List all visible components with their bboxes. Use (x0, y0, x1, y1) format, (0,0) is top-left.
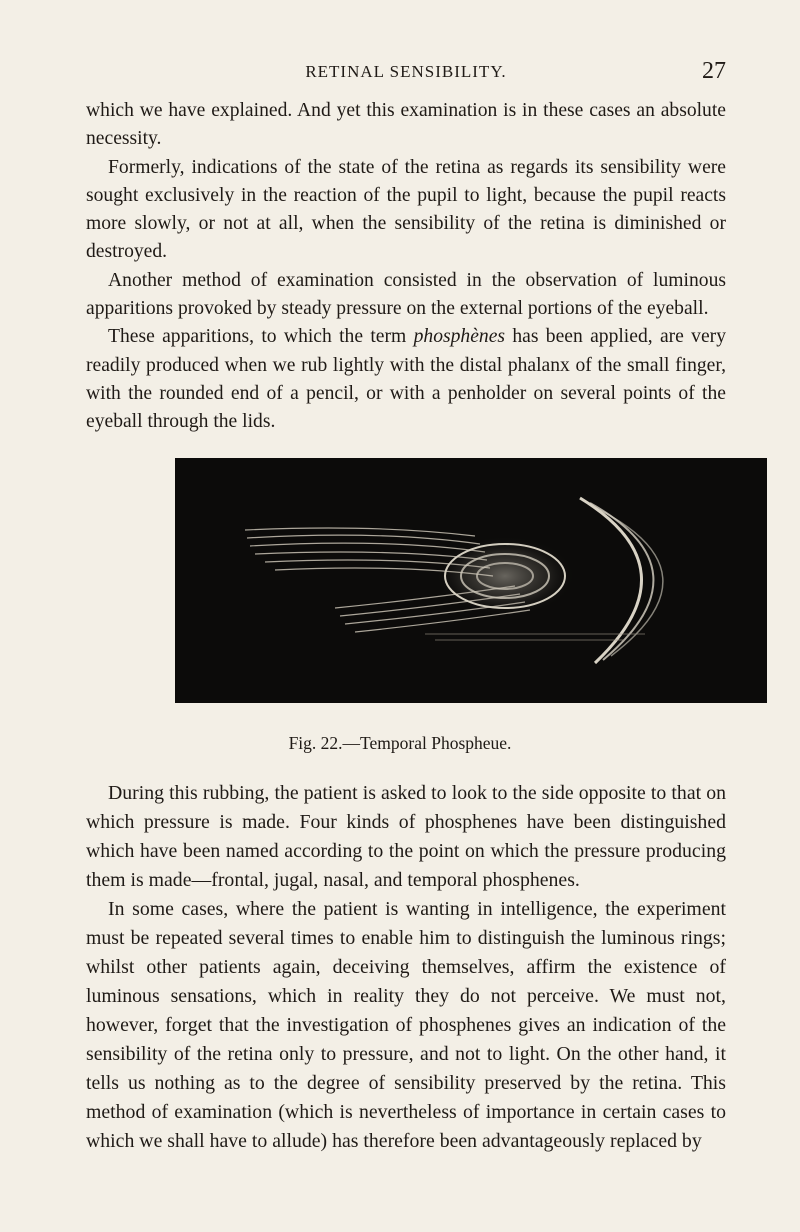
paragraph: In some cases, where the patient is wanting in intelligence, the experiment must be repeated several times to enable him to distinguish the luminous rings; whilst other patients again, deceiving themselves, affirm the existence of luminous sensations, which in reality they do not perceive. We must not, however, forget that the investigation of phosphenes gives an indication of the sensibility of the retina only to pressure, and not to light. On the other hand, it tells us nothing as to the degree of sensibility preserved by the retina. This method of examination (which is nevertheless of importance in certain cases to which we shall have to allude) has therefore been advantageously replaced by (86, 898, 726, 1152)
paragraph-text: has been applied, are very readily produced when we rub lightly with the distal phalanx of the small finger, with the rounded end of a pencil, or with a penholder on several points of the eyeball through the lids. (86, 326, 726, 433)
paragraph (86, 323, 726, 436)
italic-term: phosphènes (413, 326, 506, 348)
text-block-bottom (86, 779, 726, 1156)
paragraph-text: These apparitions, to which the term (108, 326, 414, 348)
paragraph: Formerly, indications of the state of the retina as regards its sensibility were sought exclusively in the reaction of the pupil to light, because the pupil reacts more slowly, or not at all, when the sensibility of the retina is diminished or destroyed. (86, 156, 726, 263)
paragraph: During this rubbing, the patient is asked to look to the side opposite to that on which pressure is made. Four kinds of phosphenes have been distinguished which have been named according to the point on which the pressure producing them is made—frontal, jugal, nasal, and temporal phosphenes. (86, 782, 726, 891)
page-header (86, 58, 726, 86)
phosphene-illustration (175, 458, 767, 703)
figure-caption (0, 733, 800, 754)
figure-temporal-phosphene (175, 458, 767, 703)
paragraph: Another method of examination consisted in the observation of luminous apparitions provoked by steady pressure on the external portions of the eyeball. (86, 269, 726, 320)
paragraph: which we have explained. And yet this examination is in these cases an absolute necessity. (86, 100, 726, 150)
page-number: 27 (702, 58, 726, 84)
caption-text: Fig. 22.—Temporal Phospheue. (288, 733, 512, 753)
running-title: RETINAL SENSIBILITY. (305, 62, 507, 81)
text-block-top (86, 97, 726, 437)
